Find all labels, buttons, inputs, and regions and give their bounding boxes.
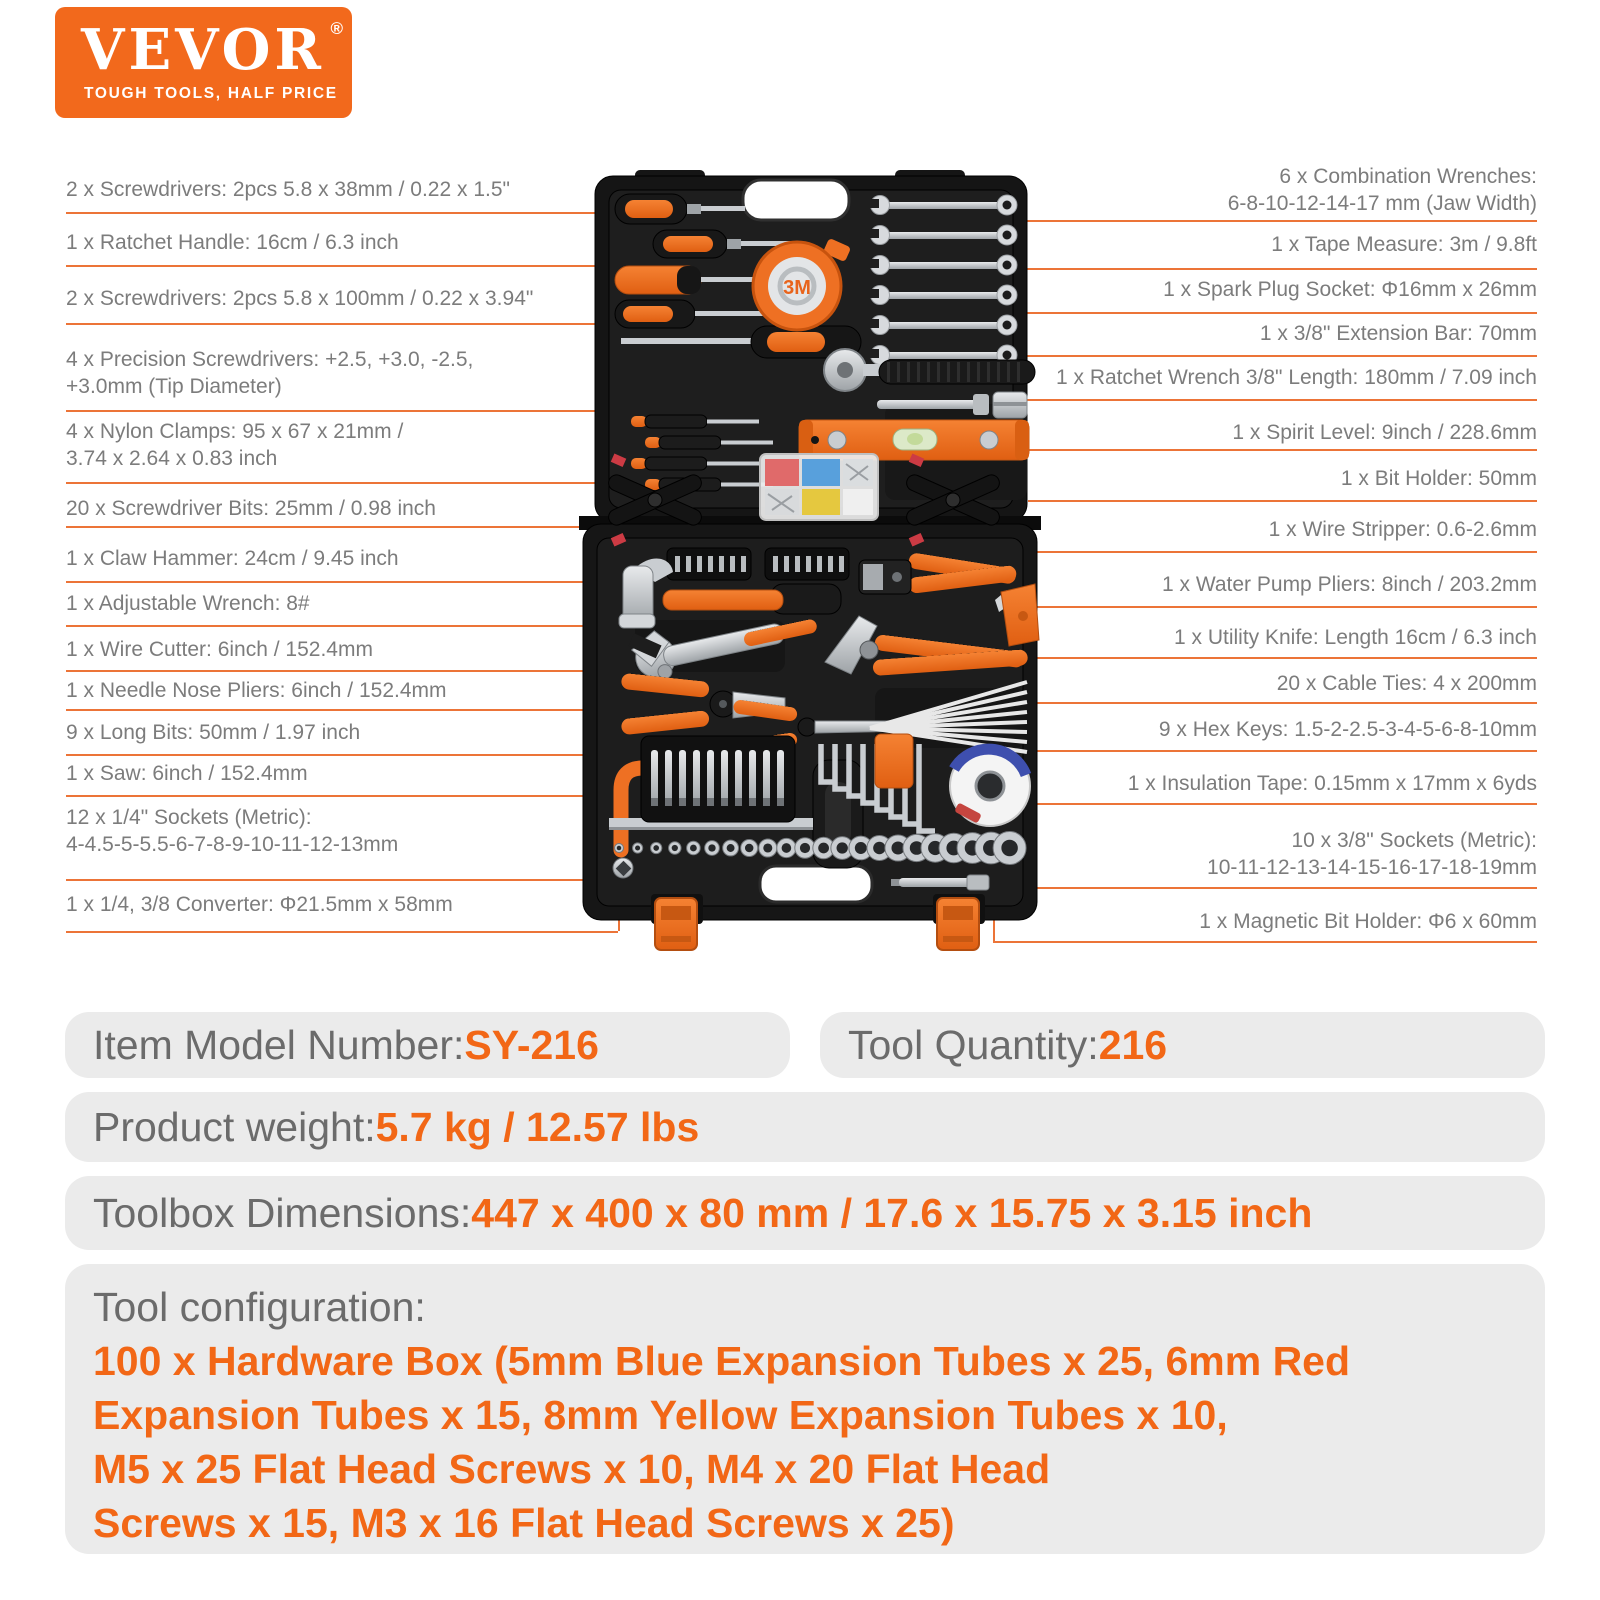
- callout-leader-line: [1026, 887, 1537, 889]
- callout-leader-line: [66, 879, 635, 881]
- tool-configuration-line: 100 x Hardware Box (5mm Blue Expansion Tubes x 25, 6mm Red: [93, 1338, 1351, 1384]
- bottom-handle-cutout: [760, 866, 872, 902]
- callout-leader-line: [66, 482, 630, 484]
- callout-leader-line: [1013, 702, 1537, 704]
- callout-label: 10 x 3/8" Sockets (Metric): 10-11-12-13-14-15-16-17-18-19mm: [1207, 829, 1537, 879]
- toolbox-dimensions-label: Toolbox Dimensions:: [93, 1189, 472, 1236]
- callout-label: 9 x Hex Keys: 1.5-2-2.5-3-4-5-6-8-10mm: [1158, 718, 1537, 741]
- callout-leader-line: [66, 754, 655, 756]
- top-handle-cutout: [743, 180, 849, 220]
- quarter-converter: [613, 858, 633, 878]
- callout-leader-line: [1002, 399, 1537, 401]
- spark-plug-socket: [993, 392, 1027, 418]
- callout-label: 1 x Needle Nose Pliers: 6inch / 152.4mm: [66, 679, 447, 702]
- toolbox-dimensions-value: 447 x 400 x 80 mm / 17.6 x 15.75 x 3.15 inch: [471, 1189, 1313, 1236]
- callout-leader-line: [66, 323, 650, 325]
- callout-leader-line: [1018, 657, 1537, 659]
- callout-label: 1 x Spirit Level: 9inch / 228.6mm: [1232, 421, 1537, 444]
- tool-quantity-value: 216: [1098, 1021, 1168, 1068]
- callout-label: 1 x Water Pump Pliers: 8inch / 203.2mm: [1161, 573, 1537, 596]
- callout-leader-line: [997, 606, 1537, 608]
- long-bits: [641, 736, 795, 822]
- model-number-bar: [65, 1012, 790, 1078]
- callout-label: 1 x Spark Plug Socket: Φ16mm x 26mm: [1163, 278, 1537, 301]
- callout-leader-line: [970, 355, 1537, 357]
- callout-label: 1 x Utility Knife: Length 16cm / 6.3 inch: [1173, 626, 1537, 649]
- callout-label: 1 x Wire Cutter: 6inch / 152.4mm: [66, 638, 373, 661]
- hardware-box: [760, 454, 878, 520]
- callout-leader-line: [985, 220, 1537, 222]
- toolbox-dimensions-bar: [65, 1176, 1545, 1250]
- callout-leader-line: [66, 410, 655, 412]
- tool-configuration-line: Expansion Tubes x 15, 8mm Yellow Expansion Tubes x 10,: [93, 1392, 1228, 1438]
- callout-label: 4 x Precision Screwdrivers: +2.5, +3.0, -2.5, +3.0mm (Tip Diameter): [66, 348, 474, 398]
- brand-tagline: TOUGH TOOLS, HALF PRICE: [84, 85, 338, 102]
- tool-quantity-label: Tool Quantity:: [848, 1021, 1099, 1068]
- tool-configuration-line: Screws x 15, M3 x 16 Flat Head Screws x 25): [93, 1500, 955, 1546]
- svg-text:3M: 3M: [783, 277, 811, 299]
- tool-configuration-label: Tool configuration:: [93, 1284, 426, 1330]
- callout-leader-line: [1012, 551, 1537, 553]
- callout-label: 1 x Bit Holder: 50mm: [1340, 467, 1537, 490]
- callout-label: 1 x 3/8" Extension Bar: 70mm: [1259, 322, 1537, 345]
- insulation-tape: [950, 746, 1030, 826]
- callout-leader-line: [66, 795, 655, 797]
- callout-leader-line: [993, 941, 1537, 943]
- callout-label: 1 x Tape Measure: 3m / 9.8ft: [1271, 233, 1537, 256]
- tool-quantity-bar: [820, 1012, 1545, 1078]
- callout-leader-line: [66, 670, 645, 672]
- callout-leader-line: [1004, 449, 1537, 451]
- callout-leader-line: [1008, 312, 1537, 314]
- callout-label: 2 x Screwdrivers: 2pcs 5.8 x 38mm / 0.22 x 1.5": [66, 178, 510, 201]
- registered-mark: ®: [330, 19, 343, 38]
- callout-label: 1 x Adjustable Wrench: 8#: [66, 592, 310, 615]
- callout-label: 9 x Long Bits: 50mm / 1.97 inch: [66, 721, 361, 744]
- callout-label: 1 x Ratchet Handle: 16cm / 6.3 inch: [66, 231, 399, 254]
- callout-label: 12 x 1/4" Sockets (Metric): 4-4.5-5-5.5-6-7-8-9-10-11-12-13mm: [66, 806, 399, 856]
- callout-leader-line: [66, 709, 645, 711]
- callout-leader-line: [1012, 803, 1537, 805]
- callout-label: 2 x Screwdrivers: 2pcs 5.8 x 100mm / 0.22 x 3.94": [66, 287, 534, 310]
- callout-leader-line: [1028, 500, 1537, 502]
- callout-leader-line: [66, 212, 655, 214]
- tool-configuration-bar: [65, 1264, 1545, 1554]
- callout-label: 1 x Insulation Tape: 0.15mm x 17mm x 6yds: [1127, 772, 1537, 795]
- callout-label: 1 x Wire Stripper: 0.6-2.6mm: [1268, 518, 1537, 541]
- callout-label: 1 x Claw Hammer: 24cm / 9.45 inch: [66, 547, 399, 570]
- callout-label: 20 x Screwdriver Bits: 25mm / 0.98 inch: [66, 497, 436, 520]
- callout-label: 6 x Combination Wrenches: 6-8-10-12-14-17 mm (Jaw Width): [1227, 165, 1537, 215]
- model-number-value: SY-216: [464, 1021, 599, 1068]
- callout-leader-line: [66, 931, 618, 933]
- callout-label: 1 x 1/4, 3/8 Converter: Φ21.5mm x 58mm: [66, 893, 453, 916]
- vevor-logo: [55, 7, 352, 118]
- model-number-label: Item Model Number:: [93, 1021, 465, 1068]
- callout-label: 1 x Magnetic Bit Holder: Φ6 x 60mm: [1199, 910, 1537, 933]
- callout-label: 1 x Ratchet Wrench 3/8" Length: 180mm / 7.09 inch: [1055, 366, 1537, 389]
- case-latch: [655, 898, 697, 950]
- product-weight-value: 5.7 kg / 12.57 lbs: [375, 1103, 700, 1150]
- product-weight-label: Product weight:: [93, 1103, 376, 1150]
- callout-leader-line: [66, 265, 645, 267]
- callout-label: 1 x Saw: 6inch / 152.4mm: [66, 762, 308, 785]
- brand-name: VEVOR: [81, 17, 325, 83]
- callout-leader-line: [1033, 750, 1537, 752]
- case-latch: [937, 898, 979, 950]
- callout-label: 20 x Cable Ties: 4 x 200mm: [1276, 672, 1537, 695]
- callout-leader-line: [66, 625, 658, 627]
- callout-leader-line: [66, 581, 658, 583]
- toolbox-photo: [575, 168, 1045, 968]
- tool-configuration-line: M5 x 25 Flat Head Screws x 10, M4 x 20 Flat Head: [93, 1446, 1051, 1492]
- callout-label: 4 x Nylon Clamps: 95 x 67 x 21mm / 3.74 x 2.64 x 0.83 inch: [66, 420, 404, 470]
- product-weight-bar: [65, 1092, 1545, 1162]
